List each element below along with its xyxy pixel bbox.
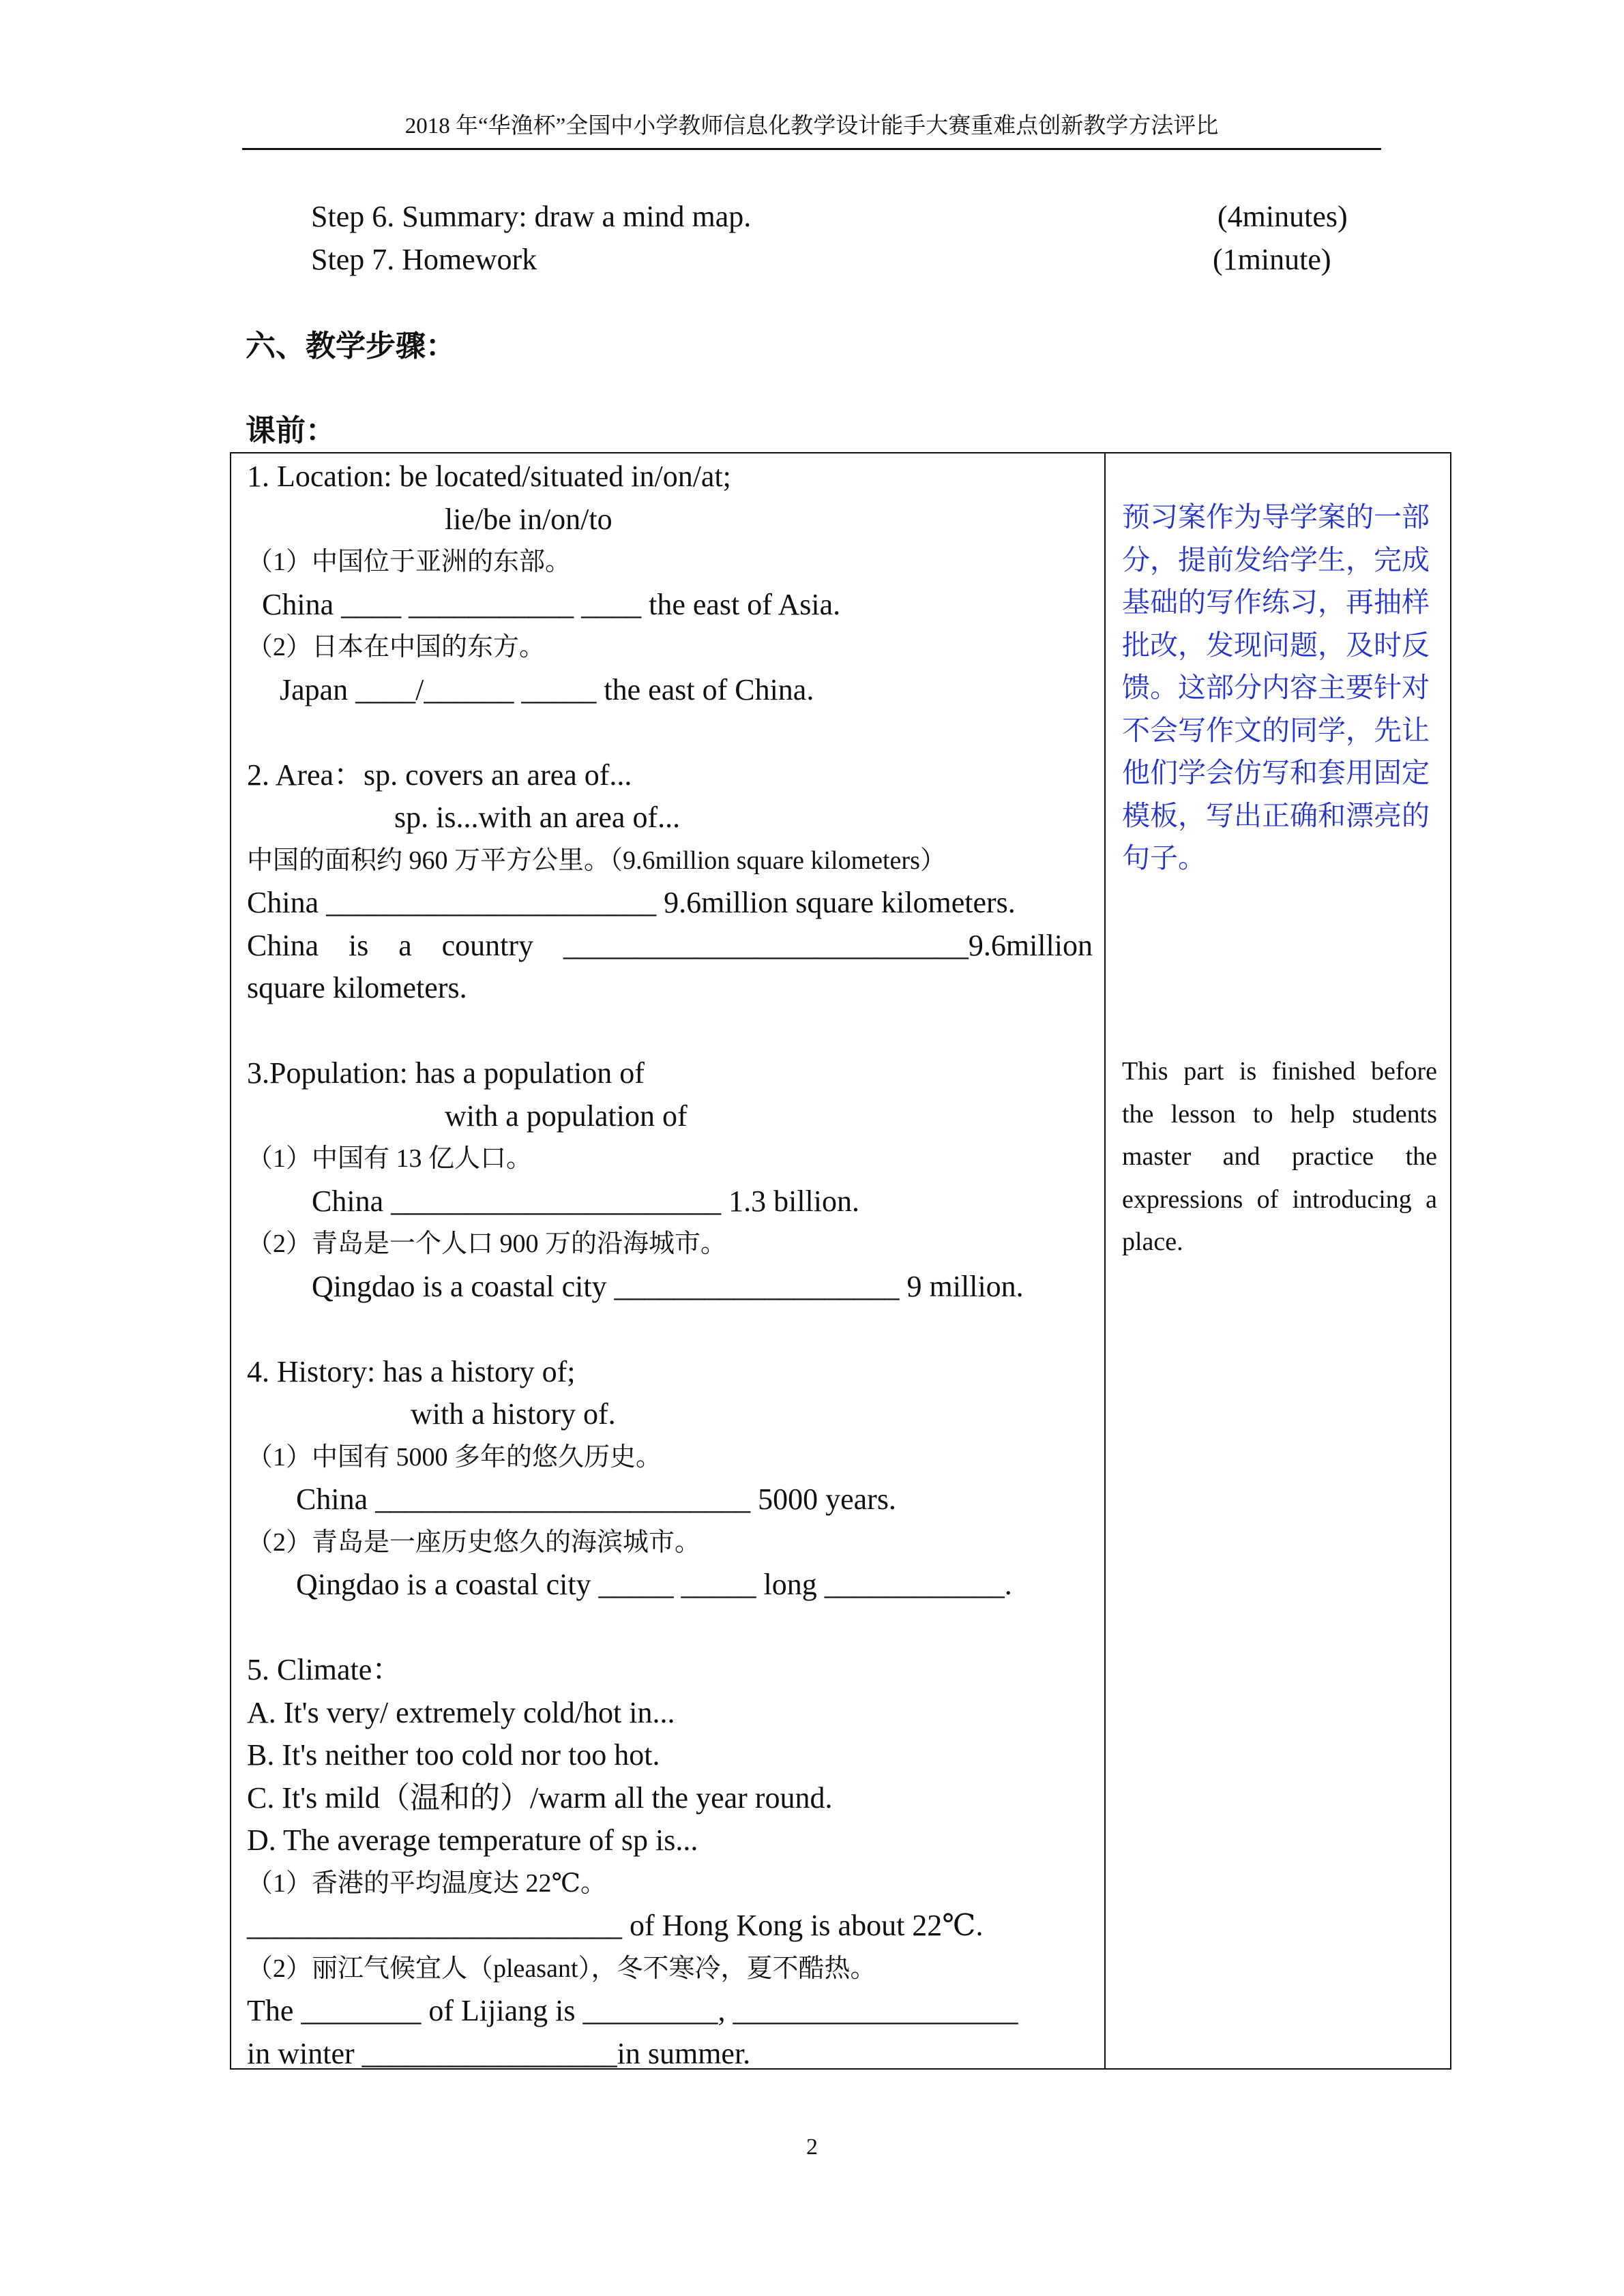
area-alt: sp. is...with an area of... [394, 801, 681, 834]
climate-option-a: A. It's very/ extremely cold/hot in... [247, 1695, 675, 1729]
area-q2-english-continued: square kilometers. [247, 971, 467, 1004]
climate-q2-english-continued: in winter _________________in summer. [247, 2036, 751, 2070]
area-q2-english [247, 925, 1093, 968]
step-7-duration: (1minute) [1213, 243, 1331, 276]
word: ___________________________9.6million [563, 928, 1093, 962]
step-6-label: Step 6. Summary: draw a mind map. [311, 200, 752, 233]
climate-q1-english: _________________________ of Hong Kong is about 22℃. [247, 1909, 984, 1942]
location-q2-chinese: （2）日本在中国的东方。 [247, 633, 546, 661]
area-title: 2. Area：sp. covers an area of... [247, 758, 632, 792]
population-alt: with a population of [445, 1099, 688, 1133]
climate-q2-chinese: （2）丽江气候宜人（pleasant），冬不寒冷，夏不酷热。 [247, 1954, 876, 1983]
location-q2-english: Japan ____/______ _____ the east of China. [280, 672, 814, 706]
page-number: 2 [806, 2134, 818, 2160]
population-q1-chinese: （1）中国有 13 亿人口。 [247, 1144, 533, 1173]
word: country [441, 928, 533, 962]
spacer [247, 1308, 1093, 1351]
history-q2-english: Qingdao is a coastal city _____ _____ long ____________. [296, 1568, 1012, 1601]
word: China [247, 928, 319, 962]
climate-option-c: C. It's mild（温和的）/warm all the year round. [247, 1780, 833, 1815]
location-q1-chinese: （1）中国位于亚洲的东部。 [247, 548, 572, 576]
teacher-note-chinese: 预习案作为导学案的一部分，提前发给学生，完成基础的写作练习，再抽样批改，发现问题，及时反馈。这部分内容主要针对不会写作文的同学，先让他们学会仿写和套用固定模板，写出正确和漂亮的句子。 [1122, 501, 1430, 874]
climate-option-d: D. The average temperature of sp is... [247, 1823, 698, 1857]
spacer [247, 1607, 1093, 1650]
climate-q2-english: The ________ of Lijiang is _________, ___________________ [247, 1994, 1018, 2027]
exercise-cell [247, 456, 1093, 2075]
location-alt: lie/be in/on/to [445, 502, 612, 536]
page-header-title: 2018 年“华渔杯”全国中小学教师信息化教学设计能手大赛重难点创新教学方法评比 [404, 114, 1219, 138]
word: a [398, 928, 412, 962]
section-subheading: 课前： [246, 414, 336, 447]
table-column-divider [1104, 452, 1106, 2070]
step-6-duration: (4minutes) [1217, 200, 1348, 233]
population-q1-english: China ______________________ 1.3 billion. [312, 1184, 859, 1218]
teacher-note-english: This part is finished before the lesson to help students master and practice the expressions of introducing a place. [1122, 1057, 1437, 1256]
history-q1-english: China _________________________ 5000 years. [296, 1482, 896, 1516]
history-alt: with a history of. [411, 1397, 616, 1431]
spacer [247, 711, 1093, 754]
location-title: 1. Location: be located/situated in/on/at; [247, 460, 731, 493]
area-question-chinese: 中国的面积约 960 万平方公里。（9.6million square kilometers） [247, 846, 946, 875]
population-title: 3.Population: has a population of [247, 1056, 645, 1090]
population-q2-chinese: （2）青岛是一个人口 900 万的沿海城市。 [247, 1229, 727, 1258]
location-q1-english: China ____ ___________ ____ the east of Asia. [262, 587, 841, 621]
history-q2-chinese: （2）青岛是一座历史悠久的海滨城市。 [247, 1527, 701, 1557]
area-q1-english: China ______________________ 9.6million square kilometers. [247, 886, 1016, 919]
word: is [348, 928, 369, 962]
population-q2-english: Qingdao is a coastal city ___________________ 9 million. [312, 1269, 1024, 1303]
climate-option-b: B. It's neither too cold nor too hot. [247, 1738, 660, 1772]
spacer [247, 1010, 1093, 1053]
history-q1-chinese: （1）中国有 5000 多年的悠久历史。 [247, 1442, 662, 1472]
climate-title: 5. Climate： [247, 1653, 402, 1686]
section-heading: 六、教学步骤： [246, 329, 456, 363]
climate-q1-chinese: （1）香港的平均温度达 22℃。 [247, 1868, 607, 1898]
header-divider [242, 148, 1381, 150]
step-7-label: Step 7. Homework [311, 243, 537, 276]
history-title: 4. History: has a history of; [247, 1354, 576, 1388]
